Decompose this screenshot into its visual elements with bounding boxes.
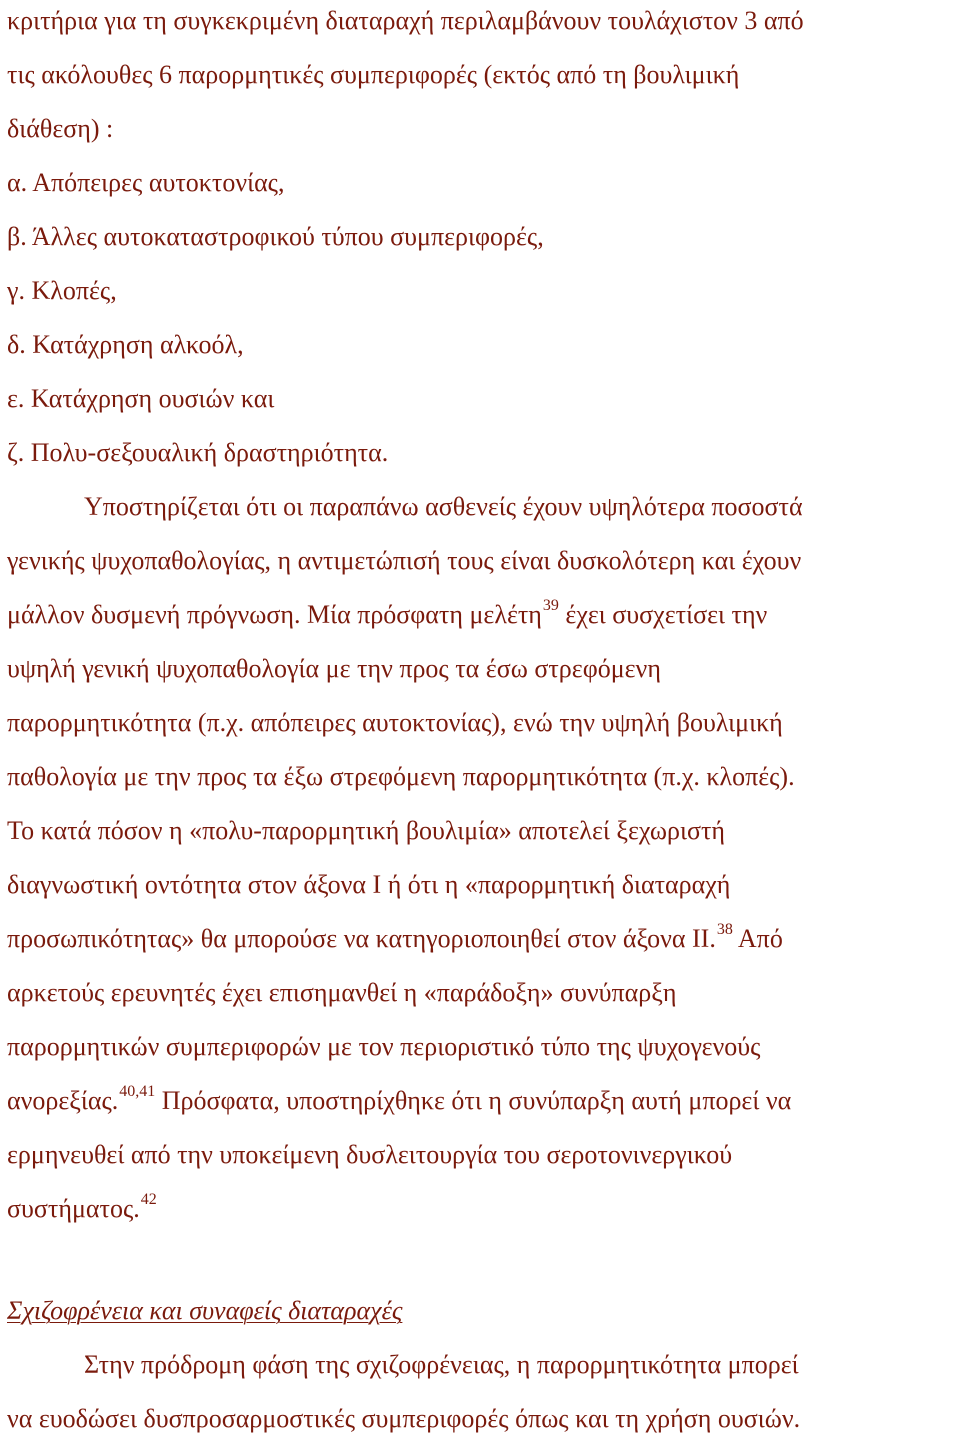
section-heading: Σχιζοφρένεια και συναφείς διαταραχές — [7, 1296, 403, 1325]
paragraph-1-line-13: ερμηνευθεί από την υποκείμενη δυσλειτουργία του σεροτονινεργικού — [7, 1140, 733, 1169]
intro-line-2: τις ακόλουθες 6 παρορμητικές συμπεριφορές (εκτός από τη βουλιμική — [7, 60, 740, 89]
list-item-a: α. Απόπειρες αυτοκτονίας, — [7, 168, 285, 197]
list-item-c: γ. Κλοπές, — [7, 276, 117, 305]
paragraph-1-line-11: παρορμητικών συμπεριφορών με τον περιοριστικό τύπο της ψυχογενούς — [7, 1032, 761, 1061]
citation-superscript: 40,41 — [119, 1083, 156, 1100]
intro-line-3: διάθεση) : — [7, 114, 114, 143]
section-line-2: να ευοδώσει δυσπροσαρμοστικές συμπεριφορές όπως και τη χρήση ουσιών. — [7, 1404, 801, 1433]
paragraph-1-line-4: υψηλή γενική ψυχοπαθολογία με την προς τα έσω στρεφόμενη — [7, 654, 661, 683]
list-item-z: ζ. Πολυ-σεξουαλική δραστηριότητα. — [7, 438, 389, 467]
paragraph-1-line-9-text-a: προσωπικότητας» θα μπορούσε να κατηγοριοποιηθεί στον άξονα ΙΙ. — [7, 924, 716, 953]
paragraph-1-line-7: Το κατά πόσον η «πολυ-παρορμητική βουλιμία» αποτελεί ξεχωριστή — [7, 816, 726, 845]
paragraph-1-line-3 — [7, 597, 768, 634]
paragraph-1-line-1: Υποστηρίζεται ότι οι παραπάνω ασθενείς έχουν υψηλότερα ποσοστά — [84, 492, 803, 521]
paragraph-1-line-14-text-a: συστήματος. — [7, 1194, 140, 1223]
paragraph-1-line-3-text-b: έχει συσχετίσει την — [558, 600, 768, 629]
list-item-e: ε. Κατάχρηση ουσιών και — [7, 384, 275, 413]
intro-line-1: κριτήρια για τη συγκεκριμένη διαταραχή περιλαμβάνουν τουλάχιστον 3 από — [7, 6, 804, 35]
paragraph-1-line-12 — [7, 1083, 792, 1120]
paragraph-1-line-3-text-a: μάλλον δυσμενή πρόγνωση. Μία πρόσφατη μελέτη — [7, 600, 542, 629]
paragraph-1-line-9 — [7, 921, 783, 958]
paragraph-1-line-12-text-b: Πρόσφατα, υποστηρίχθηκε ότι η συνύπαρξη αυτή μπορεί να — [155, 1086, 792, 1115]
paragraph-1-line-12-text-a: ανορεξίας. — [7, 1086, 119, 1115]
citation-superscript: 38 — [716, 921, 733, 938]
paragraph-1-line-6: παθολογία με την προς τα έξω στρεφόμενη παρορμητικότητα (π.χ. κλοπές). — [7, 762, 795, 791]
list-item-b: β. Άλλες αυτοκαταστροφικού τύπου συμπεριφορές, — [7, 222, 544, 251]
citation-superscript: 42 — [140, 1191, 157, 1208]
paragraph-1-line-10: αρκετούς ερευνητές έχει επισημανθεί η «παράδοξη» συνύπαρξη — [7, 978, 677, 1007]
paragraph-1-line-2: γενικής ψυχοπαθολογίας, η αντιμετώπισή τους είναι δυσκολότερη και έχουν — [7, 546, 802, 575]
section-line-1: Στην πρόδρομη φάση της σχιζοφρένειας, η παρορμητικότητα μπορεί — [84, 1350, 799, 1379]
paragraph-1-line-5: παρορμητικότητα (π.χ. απόπειρες αυτοκτονίας), ενώ την υψηλή βουλιμική — [7, 708, 783, 737]
citation-superscript: 39 — [542, 597, 559, 614]
paragraph-1-line-9-text-b: Από — [732, 924, 783, 953]
paragraph-1-line-14 — [7, 1191, 157, 1228]
list-item-d: δ. Κατάχρηση αλκοόλ, — [7, 330, 244, 359]
paragraph-1-line-8: διαγνωστική οντότητα στον άξονα Ι ή ότι η «παρορμητική διαταραχή — [7, 870, 731, 899]
